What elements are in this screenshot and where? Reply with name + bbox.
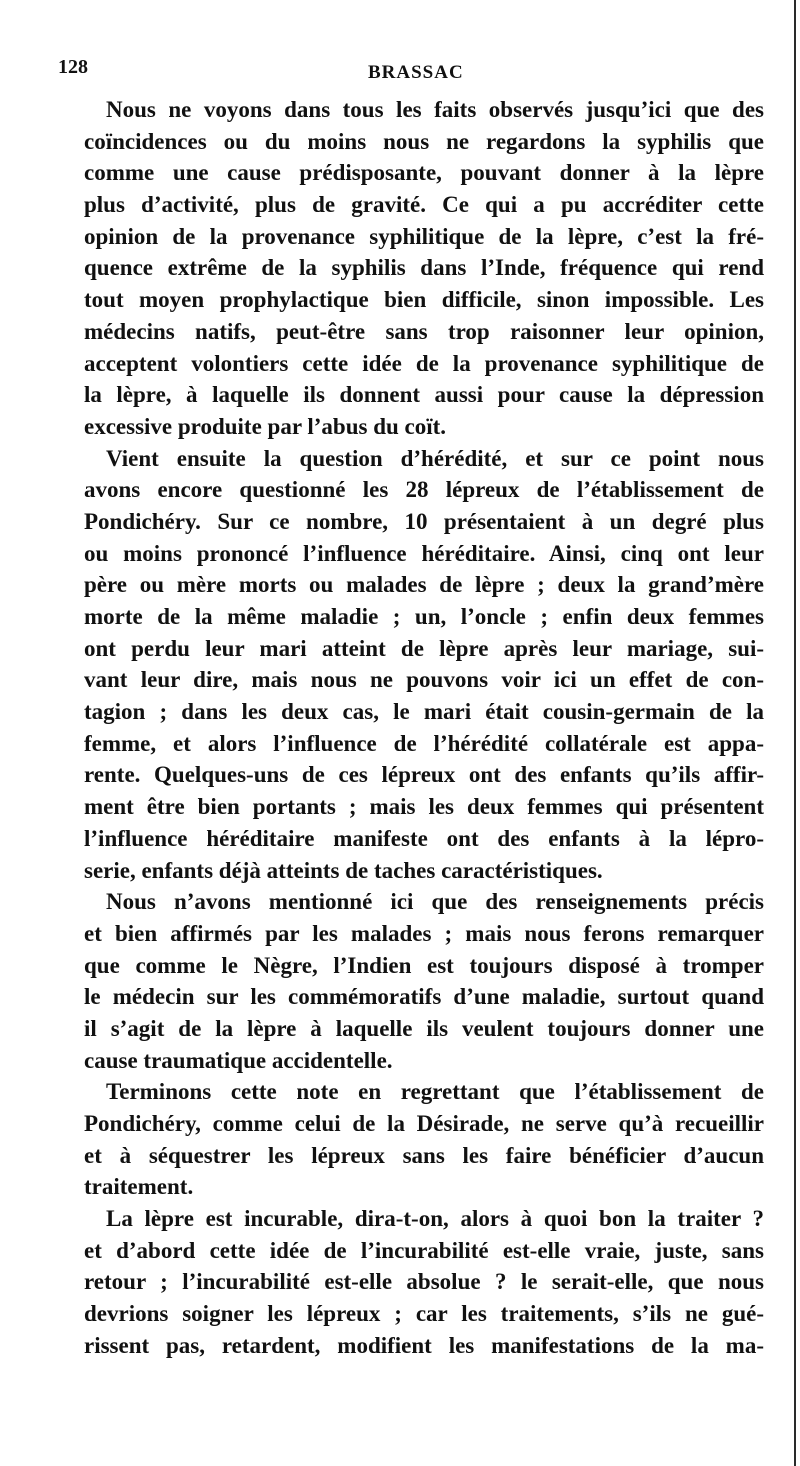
text-line: Terminons cette note en regrettant que l’établissement de (106, 1079, 764, 1105)
text-line: Nous n’avons mentionné ici que des renseignements précis (106, 889, 764, 915)
page-number: 128 (58, 56, 88, 78)
text-line: cause traumatique accidentelle. (84, 1047, 393, 1073)
text-line: quence extrême de la syphilis dans l’Inde, fréquence qui rend (84, 255, 764, 281)
text-line: serie, enfants déjà atteints de taches caractéristiques. (84, 857, 603, 883)
text-line: devrions soigner les lépreux ; car les traitements, s’ils ne gué- (84, 1301, 764, 1327)
text-line: la lèpre, à laquelle ils donnent aussi pour cause la dépression (84, 382, 764, 408)
text-line: coïncidences ou du moins nous ne regardons la syphilis que (84, 128, 764, 154)
text-line: que comme le Nègre, l’Indien est toujours disposé à tromper (84, 952, 764, 978)
text-line: Pondichéry, comme celui de la Désirade, ne serve qu’à recueillir (84, 1111, 764, 1136)
body-text (84, 94, 764, 1362)
running-head (58, 56, 768, 86)
text-line: traitement. (84, 1174, 194, 1200)
text-line: et bien affirmés par les malades ; mais nous ferons remarquer (84, 920, 764, 946)
text-line: La lèpre est incurable, dira-t-on, alors à quoi bon la traiter ? (106, 1206, 764, 1232)
text-line: ou moins prononcé l’influence héréditaire. Ainsi, cinq ont leur (84, 540, 764, 566)
text-line: vant leur dire, mais nous ne pouvons voir ici un effet de con- (84, 667, 764, 693)
text-line: Vient ensuite la question d’hérédité, et sur ce point nous (106, 445, 764, 471)
text-line: rissent pas, retardent, modifient les manifestations de la ma- (84, 1332, 764, 1358)
running-head-title: BRASSAC (368, 62, 464, 83)
text-line: l’influence héréditaire manifeste ont des enfants à la lépro- (84, 825, 764, 851)
text-line: ont perdu leur mari atteint de lèpre après leur mariage, sui- (84, 635, 764, 661)
text-line: Nous ne voyons dans tous les faits observés jusqu’ici que des (106, 97, 764, 122)
text-line: il s’agit de la lèpre à laquelle ils veulent toujours donner une (84, 1015, 764, 1041)
text-line: retour ; l’incurabilité est-elle absolue ? le serait-elle, que nous (84, 1269, 764, 1295)
text-line: médecins natifs, peut-être sans trop raisonner leur opinion, (84, 318, 764, 344)
text-line: excessive produite par l’abus du coït. (84, 413, 447, 439)
text-line: et à séquestrer les lépreux sans les faire bénéficier d’aucun (84, 1142, 764, 1168)
text-line: le médecin sur les commémoratifs d’une maladie, surtout quand (84, 984, 764, 1010)
text-line: Pondichéry. Sur ce nombre, 10 présentaient à un degré plus (84, 508, 764, 534)
text-line: avons encore questionné les 28 lépreux de l’établissement de (84, 477, 764, 503)
text-line: opinion de la provenance syphilitique de la lèpre, c’est la fré- (84, 223, 764, 249)
text-line: père ou mère morts ou malades de lèpre ; deux la grand’mère (84, 572, 764, 598)
text-line: et d’abord cette idée de l’incurabilité est-elle vraie, juste, sans (84, 1237, 764, 1263)
text-line: femme, et alors l’influence de l’hérédité collatérale est appa- (84, 730, 764, 756)
text-line: morte de la même maladie ; un, l’oncle ; enfin deux femmes (84, 604, 764, 629)
text-line: comme une cause prédisposante, pouvant donner à la lèpre (84, 160, 764, 186)
text-line: tout moyen prophylactique bien difficile, sinon impossible. Les (84, 287, 764, 313)
text-line: ment être bien portants ; mais les deux femmes qui présentent (84, 794, 764, 820)
text-line: plus d’activité, plus de gravité. Ce qui a pu accréditer cette (84, 192, 764, 218)
text-line: tagion ; dans les deux cas, le mari était cousin-germain de la (84, 699, 764, 725)
page-edge-line (794, 0, 796, 1466)
text-line: rente. Quelques-uns de ces lépreux ont des enfants qu’ils affir- (84, 762, 764, 788)
text-line: acceptent volontiers cette idée de la provenance syphilitique de (84, 350, 764, 376)
